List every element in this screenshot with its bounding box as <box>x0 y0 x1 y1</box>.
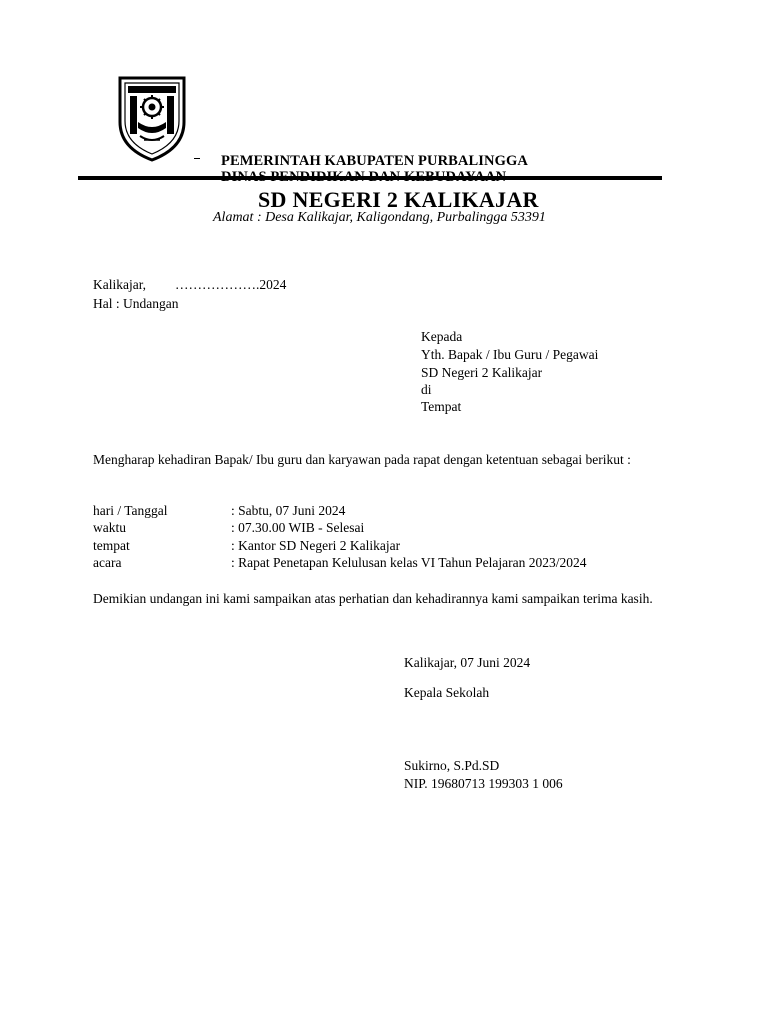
signer-nip: NIP. 19680713 199303 1 006 <box>404 776 563 791</box>
letter-subject: Hal : Undangan <box>93 296 179 311</box>
letter-place: Kalikajar, <box>93 277 147 292</box>
signature-date: Kalikajar, 07 Juni 2024 <box>404 655 531 670</box>
detail-label: acara <box>93 555 122 570</box>
government-name: PEMERINTAH KABUPATEN PURBALINGGA <box>221 153 528 169</box>
intro-paragraph: Mengharap kehadiran Bapak/ Ibu guru dan karyawan pada rapat dengan ketentuan sebagai berikut : <box>93 452 631 467</box>
detail-value: : Rapat Penetapan Kelulusan kelas VI Tahun Pelajaran 2023/2024 <box>231 555 587 570</box>
detail-value: : 07.30.00 WIB - Selesai <box>231 520 365 535</box>
signature-title: Kepala Sekolah <box>404 685 490 700</box>
recipient-line: SD Negeri 2 Kalikajar <box>421 365 543 380</box>
detail-value: : Sabtu, 07 Juni 2024 <box>231 503 346 518</box>
recipient-line: Yth. Bapak / Ibu Guru / Pegawai <box>421 347 599 362</box>
recipient-line: Kepada <box>421 329 463 344</box>
letter-date-blank: ……………….2024 <box>175 277 287 292</box>
header-dash <box>194 158 200 159</box>
letterhead-rule <box>78 176 662 180</box>
signer-name: Sukirno, S.Pd.SD <box>404 758 500 773</box>
detail-label: waktu <box>93 520 126 535</box>
detail-value: : Kantor SD Negeri 2 Kalikajar <box>231 538 401 553</box>
recipient-line: Tempat <box>421 399 462 414</box>
closing-paragraph: Demikian undangan ini kami sampaikan atas perhatian dan kehadirannya kami sampaikan terima kasih. <box>93 591 653 606</box>
detail-label: tempat <box>93 538 130 553</box>
detail-label: hari / Tanggal <box>93 503 168 518</box>
recipient-line: di <box>421 382 432 397</box>
regency-emblem-icon <box>114 72 190 162</box>
school-address: Alamat : Desa Kalikajar, Kaligondang, Purbalingga 53391 <box>213 210 546 225</box>
school-name: SD NEGERI 2 KALIKAJAR <box>258 187 539 212</box>
